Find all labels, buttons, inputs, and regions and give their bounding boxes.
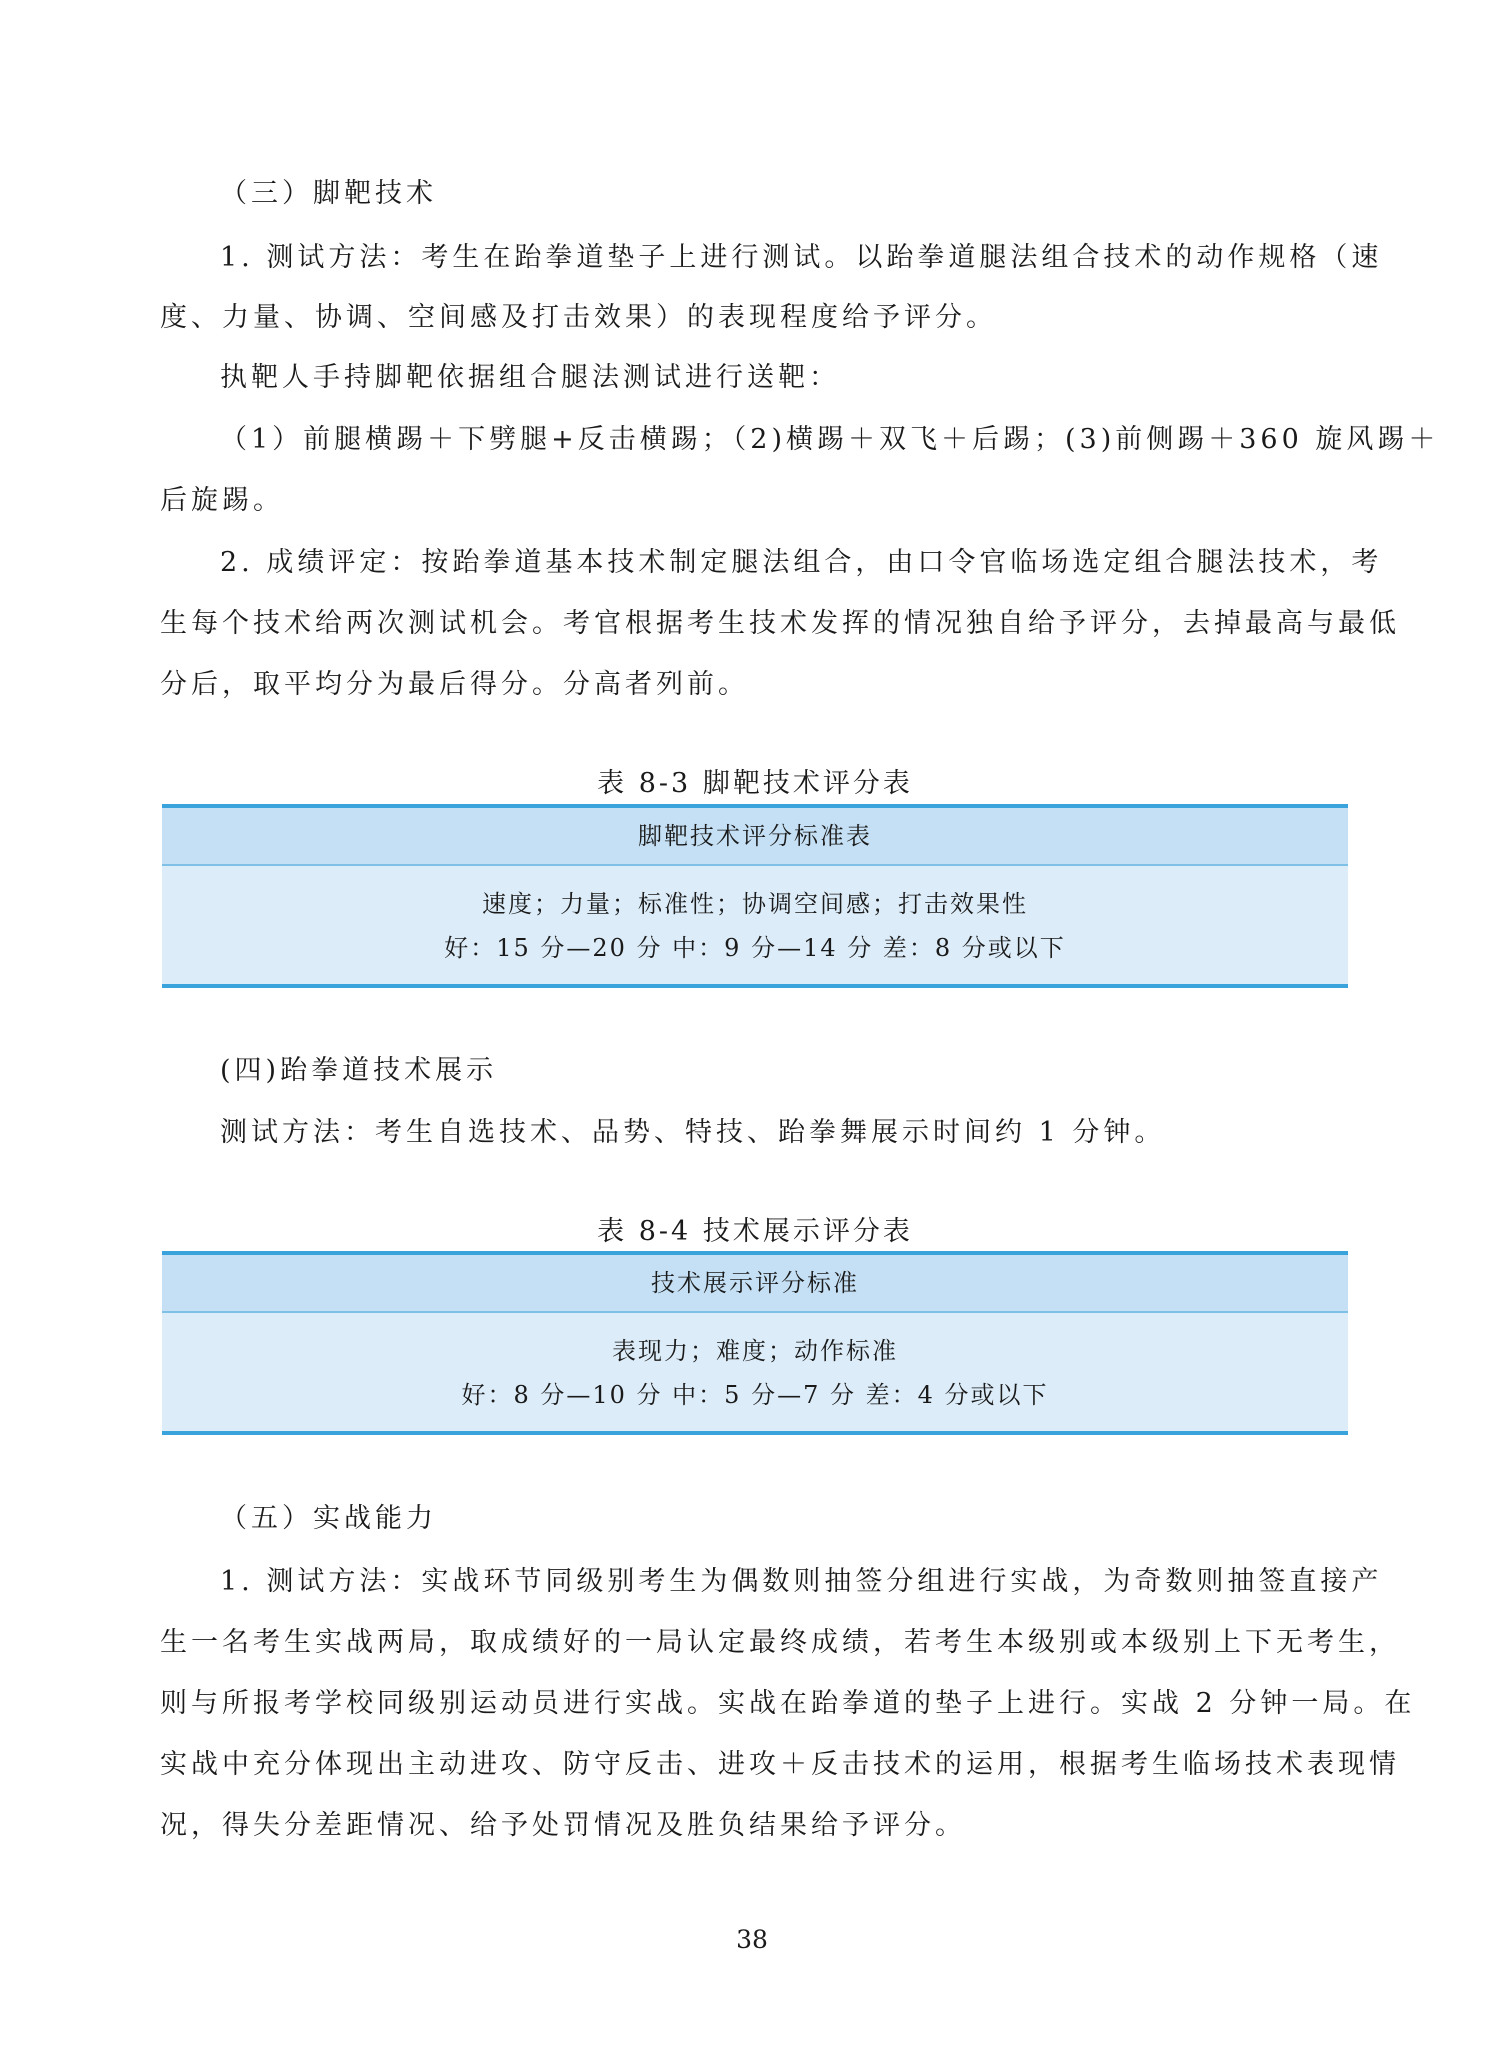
table-header: 技术展示评分标准	[162, 1255, 1348, 1313]
page-number: 38	[736, 1925, 768, 1954]
table-body	[162, 1313, 1348, 1417]
score-table-technique-demo	[162, 1251, 1348, 1435]
paragraph-sparring-line: 生一名考生实战两局，取成绩好的一局认定最终成绩，若考生本级别或本级别上下无考生，	[160, 1627, 1400, 1658]
paragraph-kick-combos-line: 后旋踢。	[160, 485, 284, 516]
paragraph-test-method-line: 1. 测试方法：考生在跆拳道垫子上进行测试。以跆拳道腿法组合技术的动作规格（速	[220, 242, 1383, 273]
section-heading-technique-demo: (四)跆拳道技术展示	[220, 1055, 498, 1086]
paragraph-evaluation-line: 分后，取平均分为最后得分。分高者列前。	[160, 669, 749, 700]
table-body	[162, 866, 1348, 970]
paragraph-kick-combos-line: （1）前腿横踢＋下劈腿+反击横踢；（2)横踢＋双飞＋后踢；(3)前侧踢＋360 旋风踢＋	[220, 424, 1440, 455]
paragraph-sparring-line: 况，得失分差距情况、给予处罚情况及胜负结果给予评分。	[160, 1810, 966, 1841]
table-grades: 好：15 分—20 分 中：9 分—14 分 差：8 分或以下	[444, 934, 1066, 962]
paragraph-sparring-line: 1. 测试方法：实战环节同级别考生为偶数则抽签分组进行实战，为奇数则抽签直接产	[220, 1566, 1383, 1597]
table-grades: 好：8 分—10 分 中：5 分—7 分 差：4 分或以下	[461, 1381, 1049, 1409]
paragraph-demo-method: 测试方法：考生自选技术、品势、特技、跆拳舞展示时间约 1 分钟。	[220, 1117, 1166, 1148]
table-caption-8-4: 表 8-4 技术展示评分表	[597, 1216, 913, 1247]
table-criteria: 表现力；难度；动作标准	[612, 1337, 898, 1365]
paragraph-test-method-line: 度、力量、协调、空间感及打击效果）的表现程度给予评分。	[160, 302, 997, 333]
paragraph-target-holder: 执靶人手持脚靶依据组合腿法测试进行送靶：	[220, 362, 840, 393]
table-caption-8-3: 表 8-3 脚靶技术评分表	[597, 768, 913, 799]
paragraph-evaluation-line: 2. 成绩评定：按跆拳道基本技术制定腿法组合，由口令官临场选定组合腿法技术，考	[220, 547, 1383, 578]
section-heading-sparring: （五）实战能力	[220, 1503, 437, 1534]
table-header: 脚靶技术评分标准表	[162, 808, 1348, 866]
score-table-kick-target	[162, 804, 1348, 988]
paragraph-sparring-line: 实战中充分体现出主动进攻、防守反击、进攻＋反击技术的运用，根据考生临场技术表现情	[160, 1749, 1400, 1780]
section-heading-kick-target: （三）脚靶技术	[220, 178, 437, 209]
paragraph-evaluation-line: 生每个技术给两次测试机会。考官根据考生技术发挥的情况独自给予评分，去掉最高与最低	[160, 608, 1400, 639]
table-criteria: 速度；力量；标准性；协调空间感；打击效果性	[482, 890, 1028, 918]
paragraph-sparring-line: 则与所报考学校同级别运动员进行实战。实战在跆拳道的垫子上进行。实战 2 分钟一局。在	[160, 1688, 1416, 1719]
